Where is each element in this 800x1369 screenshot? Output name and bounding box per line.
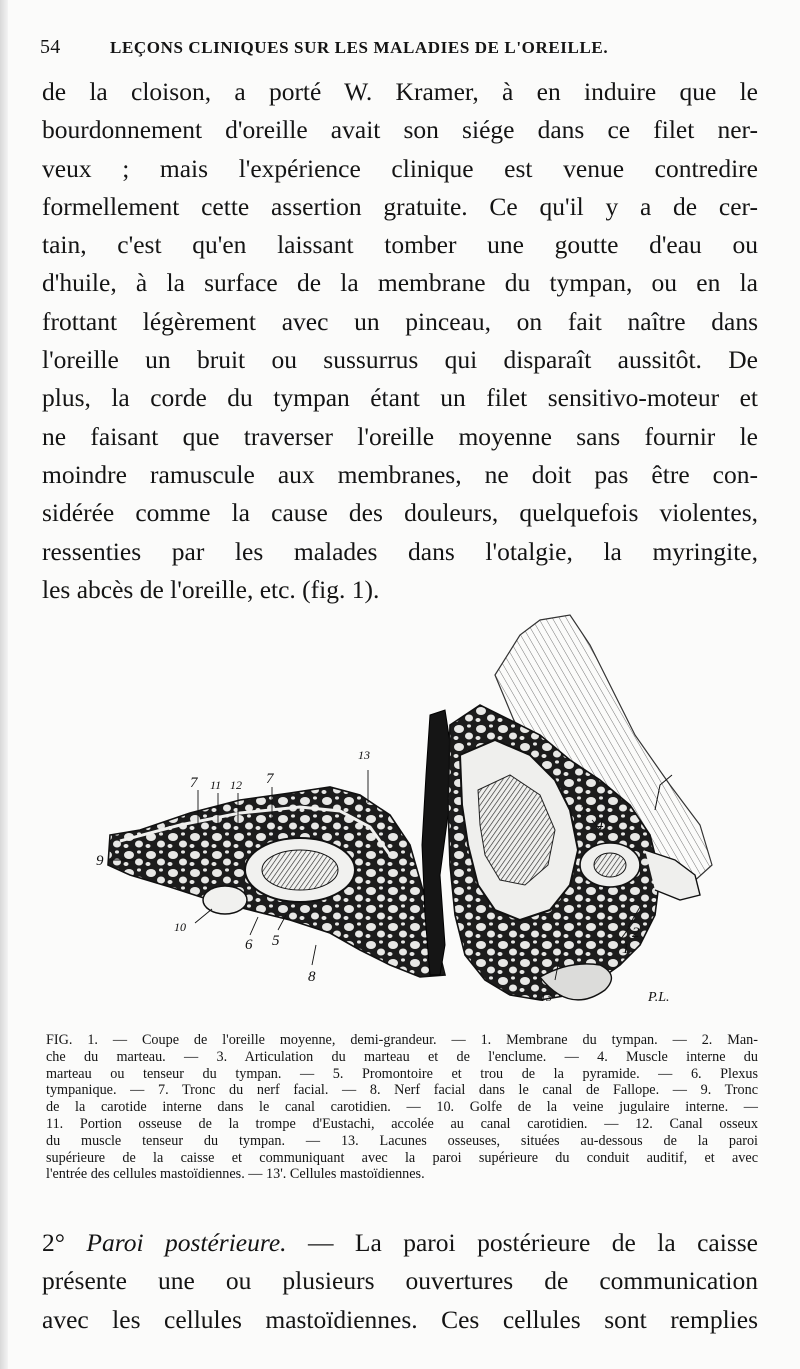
text-line: les abcès de l'oreille, etc. (fig. 1). [42,574,380,604]
top-paragraph [42,73,758,609]
engraver-signature: P.L. [648,990,670,1005]
text-line: avec les cellules mastoïdiennes. Ces cellules sont remplies [42,1304,758,1334]
caption-line: de la carotide interne dans le canal carotidien. — 10. Golfe de la veine jugulaire interne. — [46,1099,758,1116]
scan-edge [0,0,8,1369]
figure-label: 7 [190,775,198,791]
text-line [42,1224,758,1262]
figure-label: 4 [596,817,604,833]
running-header [40,36,740,64]
figure-label: 6 [245,937,253,953]
bottom-paragraph [42,1224,758,1339]
caption-line: tympanique. — 7. Tronc du nerf facial. — 8. Nerf facial dans le canal de Fallope. — 9. Tronc [46,1082,758,1099]
figure-label: 5 [272,933,280,949]
figure-label: 12 [230,778,242,792]
text-line: l'oreille un bruit ou sussurrus qui disparaît aussitôt. De [42,345,758,375]
figure-label: 10 [174,920,186,934]
section-number: 2° [42,1228,65,1257]
ear-section-illustration [96,615,730,1020]
caption-line: supérieure de la caisse et communiquant avec la paroi supérieure du conduit auditif, et avec [46,1149,758,1166]
text-line: ne faisant que traverser l'oreille moyenne sans fournir le [42,421,758,451]
figure-label: 3 [580,803,588,819]
figure-caption [46,1032,758,1183]
caption-line: l'entrée des cellules mastoïdiennes. — 13'. Cellules mastoïdiennes. [46,1166,425,1183]
text-fragment: — La paroi postérieure de la caisse [286,1228,758,1257]
page-number: 54 [40,36,61,58]
text-line: frottant légèrement avec un pinceau, on fait naître dans [42,306,758,336]
caption-line: du muscle tenseur du tympan. — 13. Lacunes osseuses, situées au-dessous de la paroi [46,1132,758,1149]
caption-line: che du marteau. — 3. Articulation du marteau et de l'enclume. — 4. Muscle interne du [46,1048,758,1065]
figure-label: 13 [358,748,370,762]
caption-line: marteau ou tenseur du tympan. — 5. Promontoire et trou de la pyramide. — 6. Plexus [46,1065,758,1082]
figure-label: 1 [622,941,630,957]
text-line: plus, la corde du tympan étant un filet sensitivo-moteur et [42,383,758,413]
figure-label: 9 [96,853,104,869]
figure-label: 13 [540,990,552,1004]
text-line: présente une ou plusieurs ouvertures de communication [42,1266,758,1296]
section-heading: Paroi postérieure. [86,1228,287,1257]
text-line: de la cloison, a porté W. Kramer, à en induire que le [42,77,758,106]
anatomical-engraving [96,615,730,1020]
text-line: veux ; mais l'expérience clinique est venue contredire [42,153,758,183]
figure-label: 7 [266,771,274,787]
text-line: ressenties par les malades dans l'otalgie, la myringite, [42,536,758,566]
text-line: tain, c'est qu'en laissant tomber une goutte d'eau ou [42,230,758,260]
running-title: LEÇONS CLINIQUES SUR LES MALADIES DE L'OREILLE. [110,38,609,57]
figure-label: 11 [210,778,222,792]
caption-line: FIG. 1. — Coupe de l'oreille moyenne, demi-grandeur. — 1. Membrane du tympan. — 2. Man- [46,1032,758,1048]
caption-line: 11. Portion osseuse de la trompe d'Eustachi, accolée au canal carotidien. — 12. Canal osseux [46,1115,758,1132]
text-line: bourdonnement d'oreille avait son siége dans ce filet ner- [42,115,758,145]
text-line: formellement cette assertion gratuite. Ce qu'il y a de cer- [42,191,758,221]
figure-label: 8 [308,969,316,985]
figure-label: 2 [632,925,640,941]
text-line: sidérée comme la cause des douleurs, quelquefois violentes, [42,498,758,528]
text-line: d'huile, à la surface de la membrane du tympan, ou en la [42,268,758,298]
text-line: moindre ramuscule aux membranes, ne doit pas être con- [42,459,758,489]
